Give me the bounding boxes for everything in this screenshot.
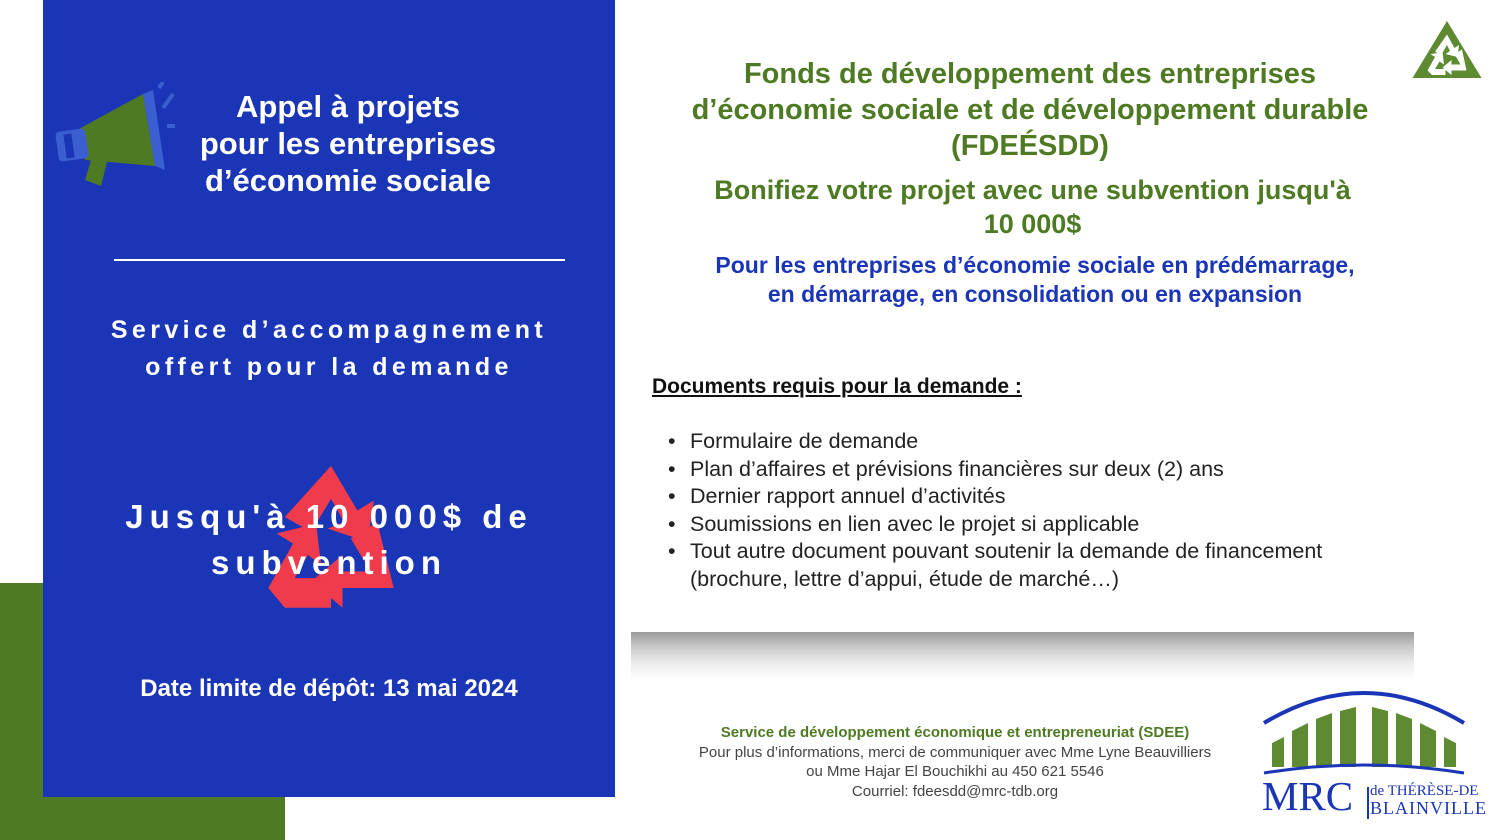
service-line: offert pour la demande <box>145 353 513 381</box>
subsidy-line: 10 000$ <box>983 209 1082 239</box>
audience-line: en démarrage, en consolidation ou en expansion <box>767 281 1303 307</box>
logo-text: MRC <box>1262 773 1354 819</box>
amount-text <box>53 494 605 586</box>
list-item: • Tout autre document pouvant soutenir la demande de financement (brochure, lettre d’appui, étude de marché…) <box>668 538 1388 593</box>
service-line: Service d’accompagnement <box>110 316 548 344</box>
fund-title-line: (FDEÉSDD) <box>951 130 1109 162</box>
audience-line: Pour les entreprises d’économie sociale en prédémarrage, <box>715 252 1355 278</box>
list-item: • Soumissions en lien avec le projet si applicable <box>668 511 1388 539</box>
documents-list <box>668 428 1388 593</box>
list-item: • Dernier rapport annuel d’activités <box>668 483 1388 511</box>
logo-subtitle-line: de THÉRÈSE-DE <box>1370 783 1479 799</box>
contact-line: Pour plus d’informations, merci de communiquer avec Mme Lyne Beauvilliers <box>698 743 1212 761</box>
logo-subtitle <box>1370 783 1487 817</box>
panel-title-line: Appel à projets <box>236 89 460 124</box>
contact-line: ou Mme Hajar El Bouchikhi au 450 621 5546 <box>806 763 1104 780</box>
panel-title-line: pour les entreprises <box>199 126 497 161</box>
fund-title-line: d’économie sociale et de développement durable <box>691 94 1369 126</box>
fund-title-line: Fonds de développement des entreprises <box>743 58 1317 90</box>
list-item: • Plan d’affaires et prévisions financières sur deux (2) ans <box>668 456 1388 484</box>
subsidy-headline <box>660 173 1405 241</box>
contact-info <box>625 723 1285 801</box>
documents-heading: Documents requis pour la demande : <box>652 375 1022 398</box>
fund-title <box>615 56 1445 164</box>
divider <box>114 259 565 261</box>
service-text <box>63 312 595 386</box>
panel-title-line: d’économie sociale <box>205 163 491 198</box>
deadline-text: Date limite de dépôt: 13 mai 2024 <box>140 675 518 702</box>
target-audience <box>645 251 1425 309</box>
panel-title <box>153 88 543 199</box>
amount-line: Jusqu'à 10 000$ de <box>125 498 533 535</box>
left-blue-panel <box>43 0 615 797</box>
subsidy-line: Bonifiez votre projet avec une subvention jusqu'à <box>714 175 1351 205</box>
contact-service: Service de développement économique et entrepreneuriat (SDEE) <box>720 724 1190 741</box>
logo-subtitle-line: BLAINVILLE <box>1370 798 1487 818</box>
amount-line: subvention <box>210 544 447 581</box>
contact-email: Courriel: fdeesdd@mrc-tdb.org <box>851 782 1059 800</box>
list-item: • Formulaire de demande <box>668 428 1388 456</box>
